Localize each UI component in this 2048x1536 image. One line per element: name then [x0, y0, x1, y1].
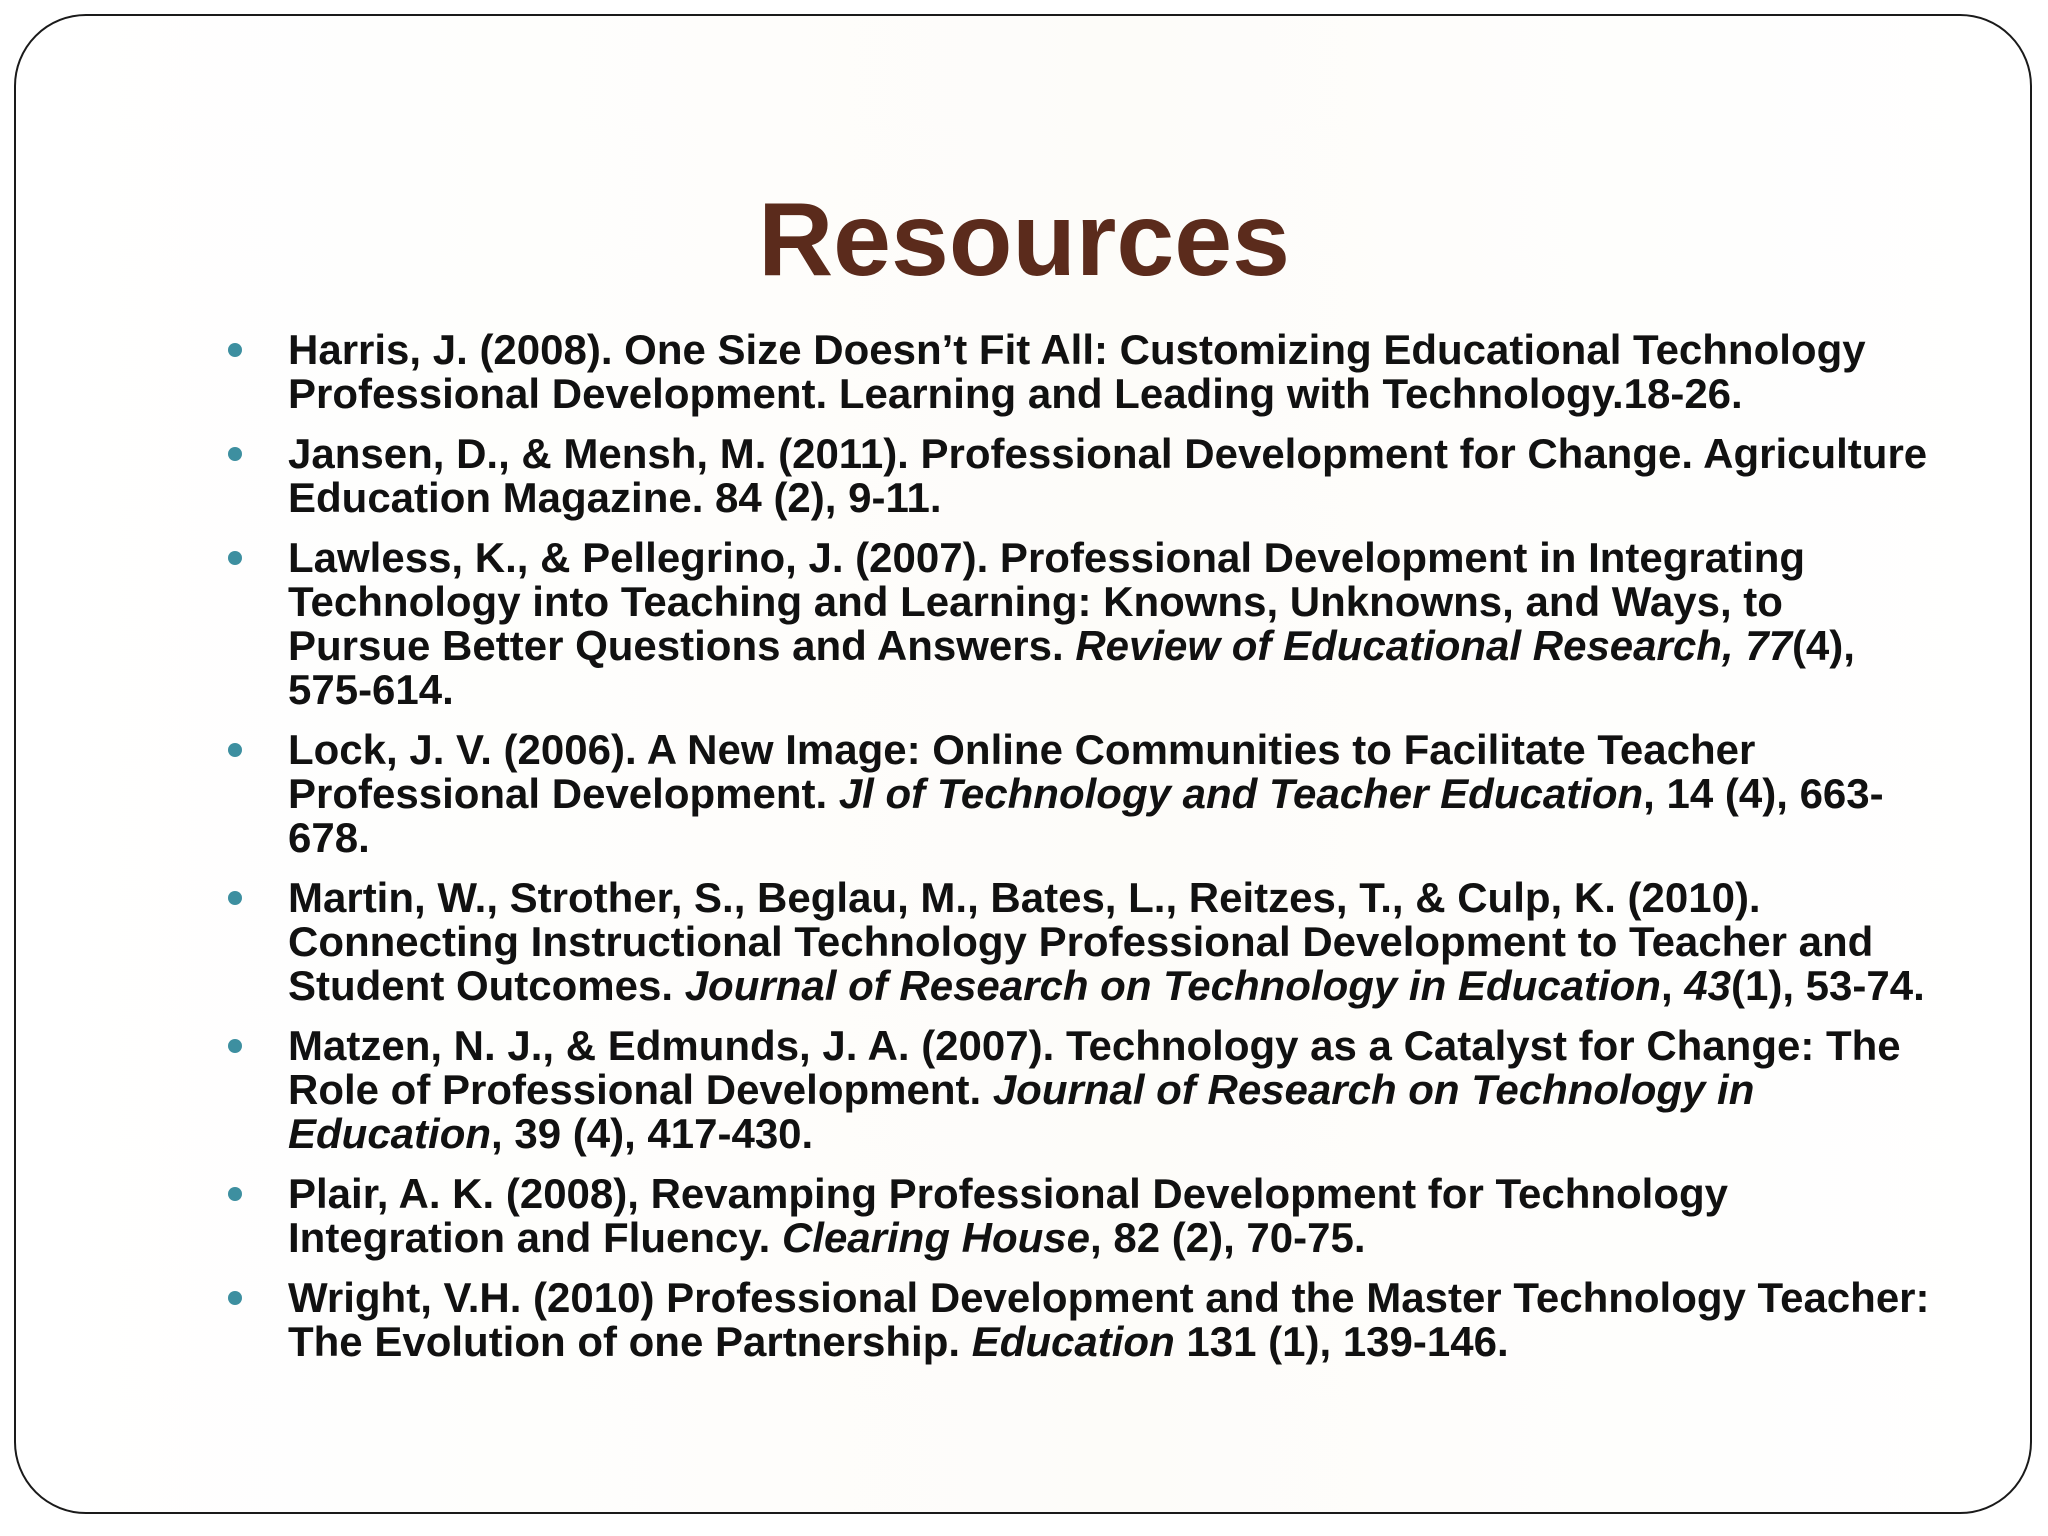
reference-italic-segment: Education — [971, 1318, 1175, 1365]
reference-item — [222, 1172, 1932, 1260]
reference-text — [288, 1022, 1901, 1157]
bullet-dot-icon — [228, 551, 242, 565]
reference-segment: , 14 (4), 663-678. — [288, 770, 1884, 861]
reference-segment: Plair, A. K. (2008), Revamping Professional Development for Technology Integration and Fluency. — [288, 1170, 1729, 1261]
reference-text — [288, 430, 1927, 521]
bullet-dot-icon — [228, 743, 242, 757]
reference-item — [222, 876, 1932, 1008]
reference-segment: Wright, V.H. (2010) Professional Development and the Master Technology Teacher: The Evolution of one Partnership. — [288, 1274, 1930, 1365]
reference-text — [288, 534, 1855, 713]
reference-text — [288, 874, 1925, 1009]
reference-italic-segment: 43 — [1684, 962, 1731, 1009]
bullet-dot-icon — [228, 1039, 242, 1053]
reference-segment: Matzen, N. J., & Edmunds, J. A. (2007). Technology as a Catalyst for Change: The Role of Professional Development. — [288, 1022, 1901, 1113]
bullet-dot-icon — [228, 343, 242, 357]
bullet-dot-icon — [228, 1187, 242, 1201]
reference-text — [288, 1274, 1930, 1365]
reference-italic-segment: Clearing House — [781, 1214, 1091, 1261]
reference-segment: Lawless, K., & Pellegrino, J. (2007). Professional Development in Integrating Technology into Teaching and Learning: Knowns, Unknowns, and Ways, to Pursue Better Questions and Answers. — [288, 534, 1806, 669]
reference-item — [222, 1024, 1932, 1156]
reference-segment: Martin, W., Strother, S., Beglau, M., Bates, L., Reitzes, T., & Culp, K. (2010). Connecting Instructional Technology Professional Development to Teacher and Student Outcomes. — [288, 874, 1874, 1009]
reference-segment: Lock, J. V. (2006). A New Image: Online Communities to Facilitate Teacher Professional Development. — [288, 726, 1756, 817]
reference-item — [222, 536, 1932, 712]
reference-italic-segment: Jl of Technology and Teacher Education — [838, 770, 1644, 817]
reference-item — [222, 328, 1932, 416]
reference-italic-segment: Journal of Research on Technology in Education — [684, 962, 1661, 1009]
page-title: Resources — [758, 182, 1290, 298]
reference-segment: (4), 575-614. — [288, 622, 1855, 713]
reference-segment: , 82 (2), 70-75. — [1090, 1214, 1366, 1261]
reference-italic-segment: Review of Educational Research, 77 — [1075, 622, 1792, 669]
reference-segment: 131 (1), 139-146. — [1174, 1318, 1509, 1365]
reference-item — [222, 1276, 1932, 1364]
reference-item — [222, 432, 1932, 520]
reference-list — [222, 328, 1932, 1380]
reference-text — [288, 326, 1866, 417]
bullet-dot-icon — [228, 891, 242, 905]
reference-item — [222, 728, 1932, 860]
reference-text — [288, 1170, 1728, 1261]
reference-segment: Jansen, D., & Mensh, M. (2011). Professional Development for Change. Agriculture Education Magazine. 84 (2), 9-11. — [288, 430, 1928, 521]
bullet-dot-icon — [228, 447, 242, 461]
reference-segment: Harris, J. (2008). One Size Doesn’t Fit All: Customizing Educational Technology Professional Development. Learning and Leading with Technology.18-26. — [288, 326, 1866, 417]
reference-segment: (1), 53-74. — [1731, 962, 1925, 1009]
reference-segment: , — [1660, 962, 1685, 1009]
reference-segment: , 39 (4), 417-430. — [491, 1110, 814, 1157]
reference-text — [288, 726, 1884, 861]
reference-italic-segment: Journal of Research on Technology in Education — [288, 1066, 1755, 1157]
bullet-dot-icon — [228, 1291, 242, 1305]
